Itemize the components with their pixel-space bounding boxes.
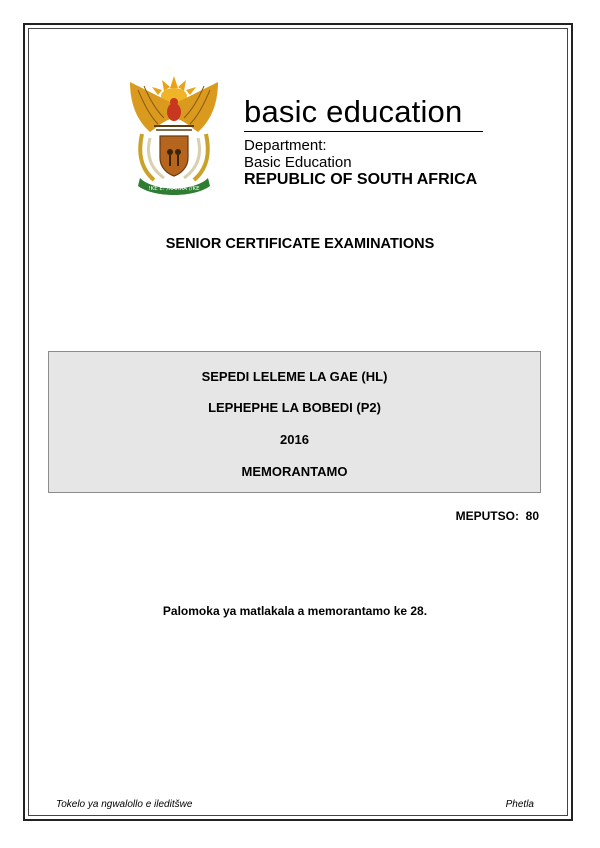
brand-underline bbox=[244, 131, 483, 132]
paper-number: LEPHEPHE LA BOBEDI (P2) bbox=[208, 400, 381, 415]
subject-name: SEPEDI LELEME LA GAE (HL) bbox=[201, 369, 388, 384]
total-marks: MEPUTSO: 80 bbox=[455, 509, 539, 523]
exam-year: 2016 bbox=[280, 432, 309, 447]
footer-copyright: Tokelo ya ngwalollo e ileditšwe bbox=[56, 799, 193, 810]
footer-turn-over: Phetla bbox=[505, 799, 534, 810]
department-name: Basic Education bbox=[244, 154, 352, 171]
exam-title: SENIOR CERTIFICATE EXAMINATIONS bbox=[165, 236, 435, 252]
country-name: REPUBLIC OF SOUTH AFRICA bbox=[244, 171, 478, 188]
subject-title-box bbox=[48, 351, 541, 493]
brand-title: basic education bbox=[244, 94, 463, 129]
page-count-note: Palomoka ya matlakala a memorantamo ke 28. bbox=[162, 604, 428, 618]
document-type: MEMORANTAMO bbox=[241, 464, 348, 479]
svg-text:!KE E: /XARRA //KE: !KE E: /XARRA //KE bbox=[148, 186, 200, 192]
department-label: Department: bbox=[244, 137, 327, 154]
coat-of-arms-emblem bbox=[124, 74, 224, 198]
